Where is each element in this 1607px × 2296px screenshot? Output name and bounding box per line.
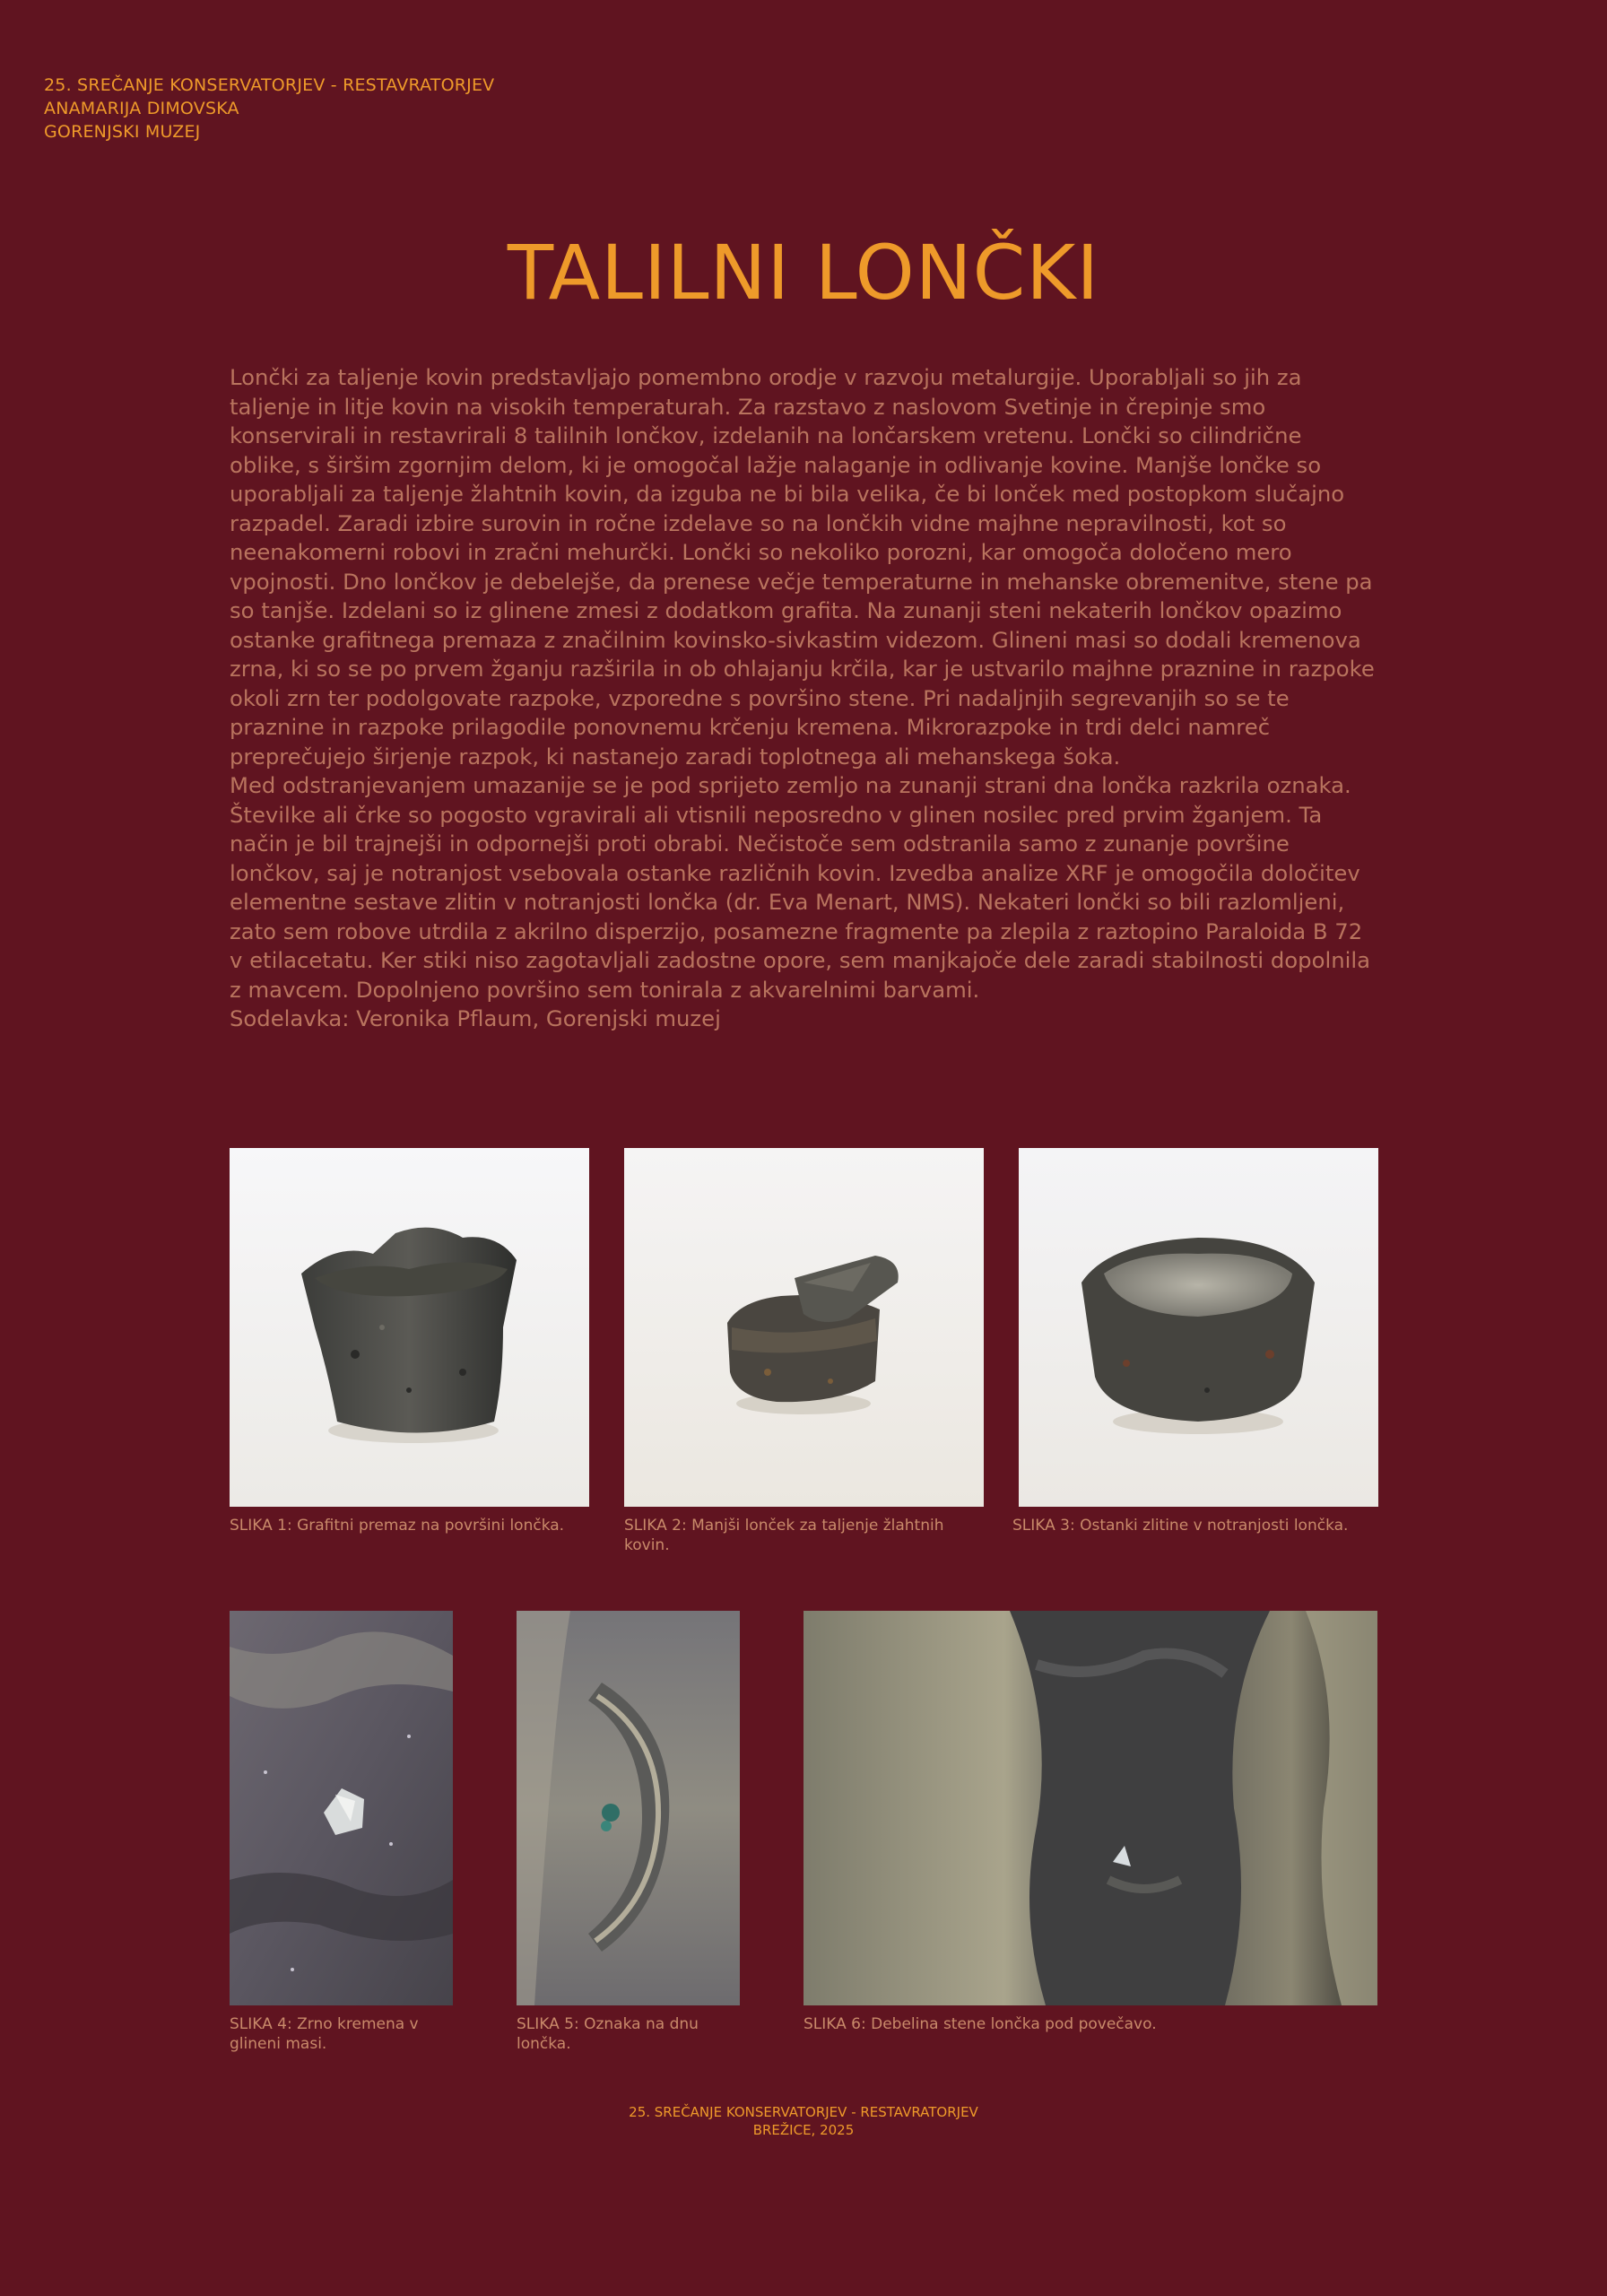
figure-1-caption: SLIKA 1: Grafitni premaz na površini lončka. [230,1517,565,1535]
figure-6-caption: SLIKA 6: Debelina stene lončka pod povečavo. [804,2015,1157,2033]
footer-event: 25. SREČANJE KONSERVATORJEV - RESTAVRATORJEV [629,2104,978,2120]
header-institution: GORENJSKI MUZEJ [44,122,201,142]
figure-2-photo [624,1148,984,1507]
figure-2-caption: SLIKA 2: Manjši lonček za taljenje žlahtnih kovin. [624,1517,944,1554]
footer [0,2103,1607,2139]
figure-5-photo [517,1611,740,2005]
page-title: TALILNI LONČKI [507,229,1100,317]
body-text [230,363,1379,1034]
header-author: ANAMARIJA DIMOVSKA [44,99,239,118]
figure-3-caption: SLIKA 3: Ostanki zlitine v notranjosti lončka. [1012,1517,1349,1535]
figure-4-caption: SLIKA 4: Zrno kremena v glineni masi. [230,2015,419,2053]
figure-4-photo [230,1611,453,2005]
footer-place-year: BREŽICE, 2025 [752,2122,855,2138]
figure-6-photo [804,1611,1377,2005]
figure-5-caption: SLIKA 5: Oznaka na dnu lončka. [517,2015,699,2053]
figure-3-photo [1019,1148,1378,1507]
paragraph-2: Med odstranjevanjem umazanije se je pod sprijeto zemljo na zunanji strani dna lončka razkrila oznaka. Številke ali črke so pogosto vgravirali ali vtisnili neposredno v glinen nosilec pred prvim žganjem. Ta način je bil trajnejši in odpornejši proti obrabi. Nečistoče sem odstranila samo z zunanje površine lončkov, saj je notranjost vsebovala ostanke različnih kovin. Izvedba analize XRF je omogočila določitev elementne sestave zlitin v notranjosti lončka (dr. Eva Menart, NMS). Nekateri lončki so bili razlomljeni, zato sem robove utrdila z akrilno disperzijo, posamezne fragmente pa zlepila z raztopino Paraloida B 72 v etilacetatu. Ker stiki niso zagotavljali zadostne opore, sem manjkajoče dele zaradi stabilnosti dopolnila z mavcem. Dopolnjeno površino sem tonirala z akvarelnimi barvami. [230,772,1370,1003]
paragraph-collaborator: Sodelavka: Veronika Pflaum, Gorenjski muzej [230,1005,721,1031]
figure-1-photo [230,1148,589,1507]
header-event: 25. SREČANJE KONSERVATORJEV - RESTAVRATORJEV [44,75,495,95]
paragraph-1: Lončki za taljenje kovin predstavljajo pomembno orodje v razvoju metalurgije. Uporabljali so jih za taljenje in litje kovin na visokih temperaturah. Za razstavo z naslovom Svetinje in črepinje smo konservirali in restavrirali 8 talilnih lončkov, izdelanih na lončarskem vretenu. Lončki so cilindrične oblike, s širšim zgornjim delom, ki je omogočal lažje nalaganje in odlivanje kovine. Manjše lončke so uporabljali za taljenje žlahtnih kovin, da izguba ne bi bila velika, če bi lonček med postopkom slučajno razpadel. Zaradi izbire surovin in ročne izdelave so na lončkih vidne majhne nepravilnosti, kot so neenakomerni robovi in zračni mehurčki. Lončki so nekoliko porozni, kar omogoča določeno mero vpojnosti. Dno lončkov je debelejše, da prenese večje temperaturne in mehanske obremenitve, stene pa so tanjše. Izdelani so iz glinene zmesi z dodatkom grafita. Na zunanji steni nekaterih lončkov opazimo ostanke grafitnega premaza z značilnim kovinsko-sivkastim videzom. Glineni masi so dodali kremenova zrna, ki so se po prvem žganju razširila in ob ohlajanju krčila, kar je ustvarilo majhne praznine in razpoke okoli zrn ter podolgovate razpoke, vzporedne s površino stene. Pri nadaljnjih segrevanjih so se te praznine in razpoke prilagodile ponovnemu krčenju kremena. Mikrorazpoke in trdi delci namreč preprečujejo širjenje razpok, ki nastanejo zaradi toplotnega ali mehanskega šoka. [230,364,1375,770]
header [44,74,494,144]
